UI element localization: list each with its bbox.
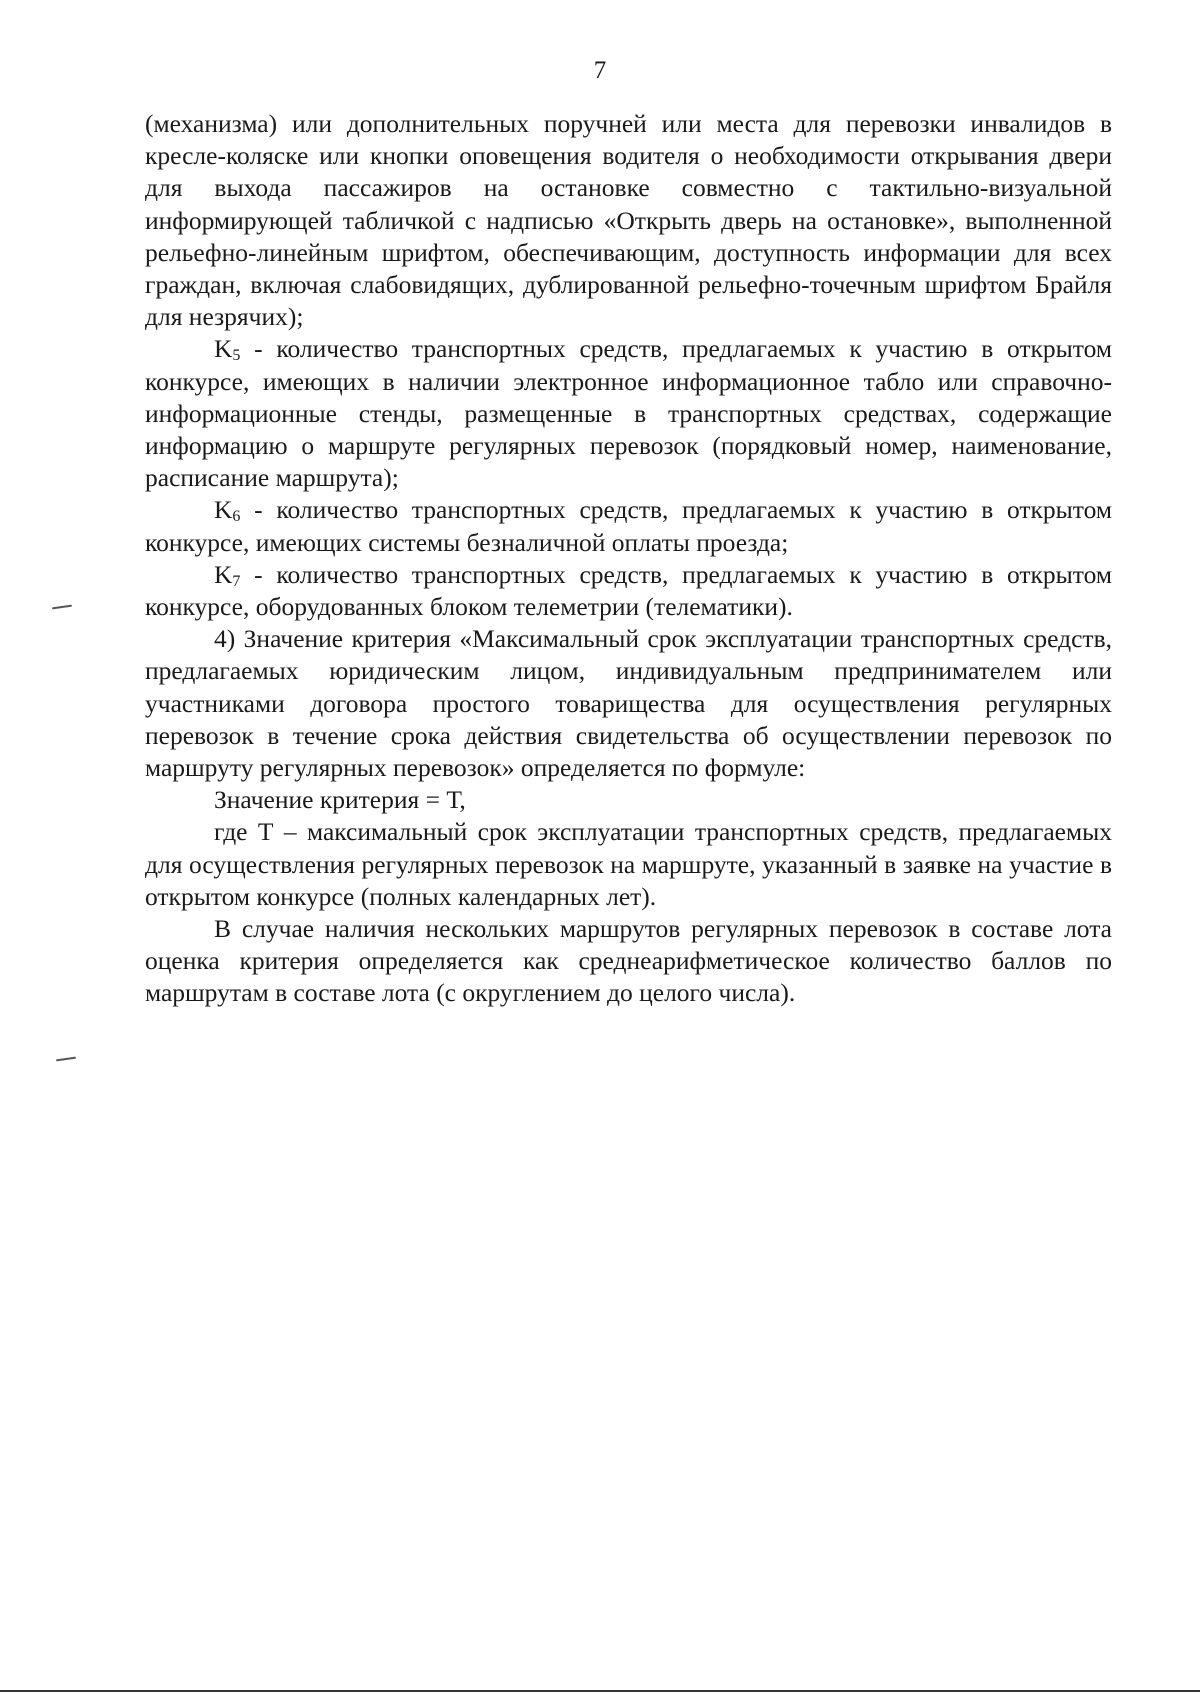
page-number: 7 (593, 57, 607, 84)
formula-line: Значение критерия = Т, (214, 785, 466, 815)
k7-text: - количество транспортных средств, предлагаемых к участию в открытом конкурсе, оборудованных блоком телеметрии (телематики). (145, 559, 1112, 622)
formula-definition: где Т – максимальный срок эксплуатации транспортных средств, предлагаемых для осуществления регулярных перевозок на маршруте, указанный в заявке на участие в открытом конкурсе (полных календарных лет). (145, 817, 1112, 911)
k5-symbol: K (214, 334, 233, 364)
k7-symbol: K (214, 559, 233, 589)
scan-mark (56, 1057, 76, 1062)
paragraph-k5 (145, 333, 1112, 494)
paragraph-continuation: (механизма) или дополнительных поручней или места для перевозки инвалидов в кресле-коляске или кнопки оповещения водителя о необходимости открывания двери для выхода пассажиров на остановке совместно с тактильно-визуальной информирующей табличкой с надписью «Открыть дверь на остановке», выполненной рельефно-линейным шрифтом, обеспечивающим, доступность информации для всех граждан, включая слабовидящих, дублированной рельефно-точечным шрифтом Брайля для незрячих); (145, 109, 1112, 332)
document-body (145, 108, 1112, 1010)
paragraph-multiple-routes: В случае наличия нескольких маршрутов регулярных перевозок в составе лота оценка критерия определяется как среднеарифметическое количество баллов по маршрутам в составе лота (с округлением до целого числа). (145, 914, 1112, 1008)
page-bottom-edge (0, 1690, 1200, 1692)
scan-mark (52, 605, 72, 610)
k5-index: 5 (232, 347, 241, 365)
paragraph-k7 (145, 559, 1112, 623)
k7-index: 7 (232, 572, 241, 590)
k6-text: - количество транспортных средств, предлагаемых к участию в открытом конкурсе, имеющих системы безналичной оплаты проезда; (145, 495, 1112, 557)
k6-symbol: K (214, 495, 233, 525)
paragraph-criterion-4: 4) Значение критерия «Максимальный срок эксплуатации транспортных средств, предлагаемых юридическим лицом, индивидуальным предпринимателем или участниками договора простого товарищества для осуществления регулярных перевозок в течение срока действия свидетельства об осуществлении перевозок по маршруту регулярных перевозок» определяется по формуле: (145, 624, 1112, 783)
paragraph-k6 (145, 494, 1112, 558)
k6-index: 6 (232, 508, 241, 526)
k5-text: - количество транспортных средств, предлагаемых к участию в открытом конкурсе, имеющих в наличии электронное информационное табло или справочно-информационные стенды, размещенные в транспортных средствах, содержащие информацию о маршруте регулярных перевозок (порядковый номер, наименование, расписание маршрута); (145, 334, 1112, 493)
